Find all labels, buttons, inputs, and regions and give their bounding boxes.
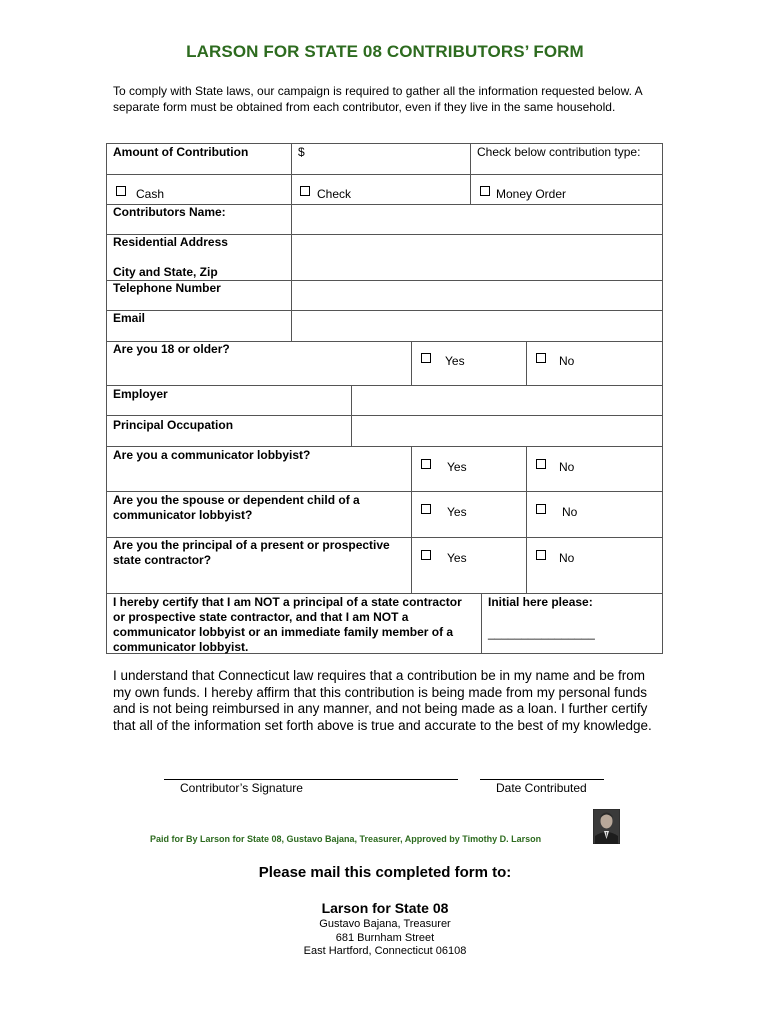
- cash-cell: [106, 174, 292, 205]
- principal-question: Are you the principal of a present or prospective state contractor?: [113, 538, 390, 567]
- spouse-yes-checkbox[interactable]: [421, 504, 431, 514]
- spouse-no-label: No: [562, 505, 578, 519]
- name-label: Contributors Name:: [113, 205, 226, 219]
- lobbyist-question: Are you a communicator lobbyist?: [113, 448, 311, 462]
- principal-no-cell: [526, 537, 663, 594]
- dollar-sign: $: [298, 145, 305, 159]
- initial-label: Initial here please:: [488, 595, 593, 609]
- spouse-yes-cell: [411, 491, 527, 538]
- age-yes-cell: [411, 341, 527, 386]
- spouse-no-checkbox[interactable]: [536, 504, 546, 514]
- principal-yes-label: Yes: [447, 551, 467, 565]
- check-label: Check: [317, 187, 352, 201]
- certify-text: I hereby certify that I am NOT a principal of a state contractor or prospective state contractor, and that I am NOT a communicator lobbyist or an immediate family member of a communicator lobbyist.: [113, 595, 462, 654]
- occupation-input-cell[interactable]: [351, 415, 663, 447]
- age-no-label: No: [559, 354, 575, 368]
- age-no-cell: [526, 341, 663, 386]
- lobbyist-yes-cell: [411, 446, 527, 492]
- employer-input-cell[interactable]: [351, 385, 663, 416]
- age-question: Are you 18 or older?: [113, 342, 230, 356]
- city-label: City and State, Zip: [113, 265, 218, 279]
- email-input-cell[interactable]: [291, 310, 663, 342]
- age-yes-label: Yes: [445, 354, 465, 368]
- form-title: LARSON FOR STATE 08 CONTRIBUTORS’ FORM: [186, 42, 584, 61]
- principal-no-checkbox[interactable]: [536, 550, 546, 560]
- lobbyist-no-label: No: [559, 460, 575, 474]
- paid-for-disclaimer: Paid for By Larson for State 08, Gustavo Bajana, Treasurer, Approved by Timothy D. Larson: [150, 834, 542, 844]
- initial-line: ________________: [488, 626, 595, 640]
- affirmation-statement: I understand that Connecticut law requires that a contribution be in my name and be from my own funds. I hereby affirm that this contribution is being made from my personal funds and is not being reimbursed in any manner, and not being made as a loan. I further certify that all of the information set forth above is true and accurate to the best of my knowledge.: [113, 668, 652, 734]
- date-line[interactable]: [480, 779, 604, 780]
- mail-org: Larson for State 08: [321, 900, 449, 916]
- mail-line1: Gustavo Bajana, Treasurer: [319, 918, 451, 930]
- spouse-yes-label: Yes: [447, 505, 467, 519]
- mail-heading: Please mail this completed form to:: [258, 864, 512, 881]
- type-header: Check below contribution type:: [477, 145, 641, 159]
- address-label: Residential Address: [113, 235, 228, 249]
- date-label: Date Contributed: [496, 781, 587, 795]
- principal-yes-cell: [411, 537, 527, 594]
- lobbyist-no-cell: [526, 446, 663, 492]
- intro-text: To comply with State laws, our campaign is required to gather all the information requested below. A separate form must be obtained from each contributor, even if they live in the same household.: [113, 84, 642, 114]
- mail-line3: East Hartford, Connecticut 06108: [303, 945, 467, 957]
- principal-yes-checkbox[interactable]: [421, 550, 431, 560]
- email-label: Email: [113, 311, 146, 325]
- cash-label: Cash: [136, 187, 165, 201]
- address-input-cell[interactable]: [291, 234, 663, 281]
- lobbyist-no-checkbox[interactable]: [536, 459, 546, 469]
- check-checkbox[interactable]: [300, 186, 310, 196]
- money-order-label: Money Order: [496, 187, 567, 201]
- occupation-label: Principal Occupation: [113, 418, 234, 432]
- employer-label: Employer: [113, 387, 168, 401]
- signature-label: Contributor’s Signature: [180, 781, 303, 795]
- amount-label: Amount of Contribution: [113, 145, 249, 159]
- lobbyist-yes-label: Yes: [447, 460, 467, 474]
- phone-input-cell[interactable]: [291, 280, 663, 311]
- candidate-photo: [593, 809, 620, 844]
- signature-line[interactable]: [164, 779, 458, 780]
- spouse-no-cell: [526, 491, 663, 538]
- mail-line2: 681 Burnham Street: [335, 932, 435, 944]
- name-input-cell[interactable]: [291, 204, 663, 235]
- age-yes-checkbox[interactable]: [421, 353, 431, 363]
- spouse-question: Are you the spouse or dependent child of a communicator lobbyist?: [113, 493, 360, 522]
- money-order-checkbox[interactable]: [480, 186, 490, 196]
- principal-no-label: No: [559, 551, 575, 565]
- cash-checkbox[interactable]: [116, 186, 126, 196]
- lobbyist-yes-checkbox[interactable]: [421, 459, 431, 469]
- amount-input-cell[interactable]: [291, 143, 471, 175]
- phone-label: Telephone Number: [113, 281, 221, 295]
- age-no-checkbox[interactable]: [536, 353, 546, 363]
